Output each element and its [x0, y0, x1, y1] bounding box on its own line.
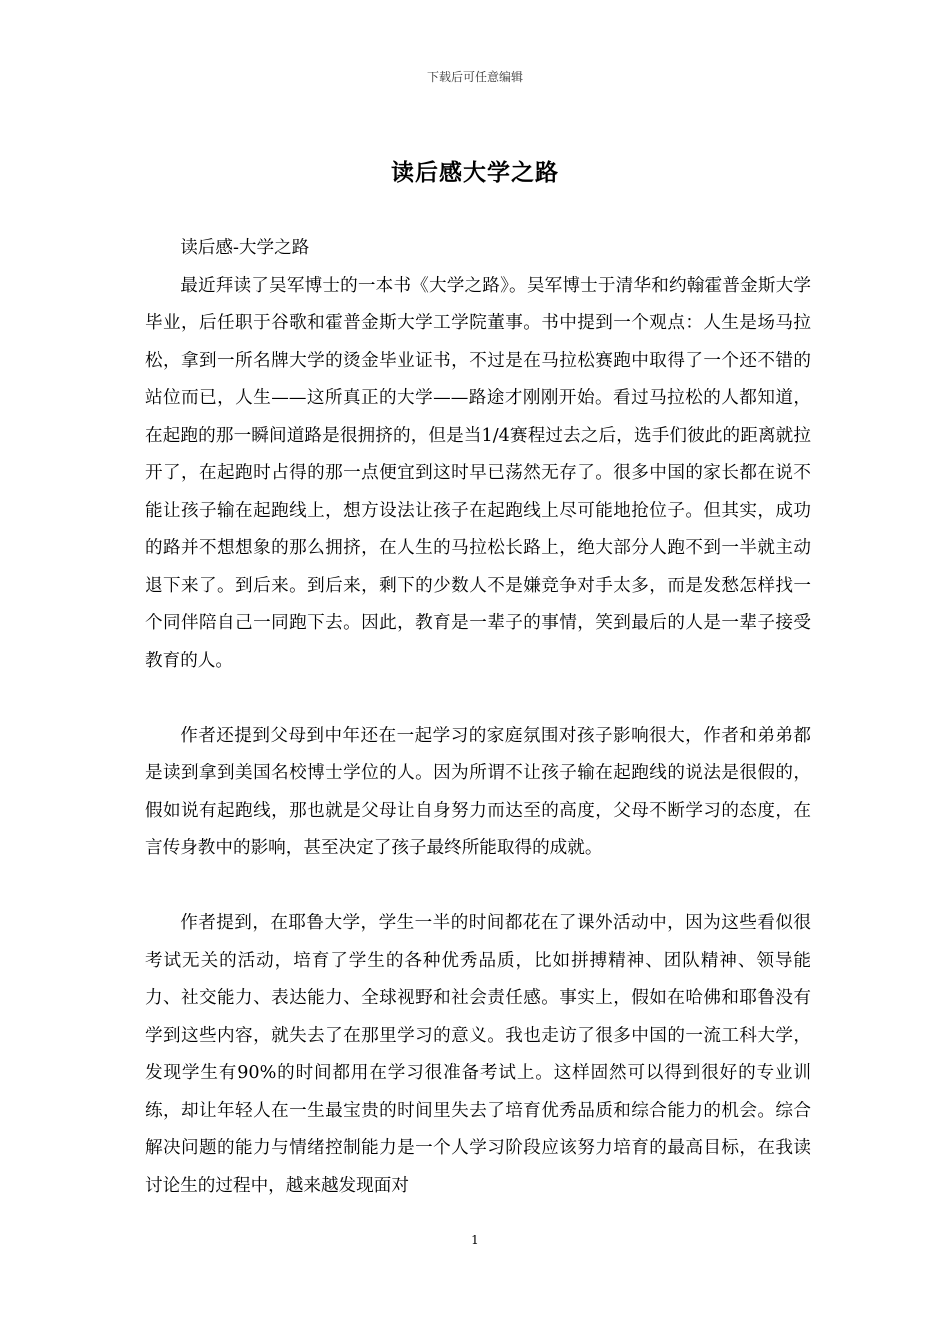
page-number: 1 [471, 1233, 479, 1247]
page-header: 下载后可任意编辑 [426, 70, 523, 84]
document-title: 读后感大学之路 [391, 159, 559, 186]
paragraph-3: 作者提到，在耶鲁大学，学生一半的时间都花在了课外活动中，因为这些看似很考试无关的活动，培育了学生的各种优秀品质，比如拼搏精神、团队精神、领导能力、社交能力、表达能力、全球视野和社会责任感。事实上，假如在哈佛和耶鲁没有学到这些内容，就失去了在那里学习的意义。我也走访了很多中国的一流工科大学，发现学生有90%的时间都用在学习很准备考试上。这样固然可以得到很好的专业训练，却让年轻人在一生最宝贵的时间里失去了培育优秀品质和综合能力的机会。综合解决问题的能力与情绪控制能力是一个人学习阶段应该努力培育的最高目标，在我读讨论生的过程中，越来越发现面对 [145, 913, 811, 1196]
paragraph-subtitle: 读后感-大学之路 [180, 238, 310, 258]
paragraph-1: 最近拜读了吴军博士的一本书《大学之路》。吴军博士于清华和约翰霍普金斯大学毕业，后任职于谷歌和霍普金斯大学工学院董事。书中提到一个观点：人生是场马拉松，拿到一所名牌大学的烫金毕业证书，不过是在马拉松赛跑中取得了一个还不错的站位而已，人生——这所真正的大学——路途才刚刚开始。看过马拉松的人都知道，在起跑的那一瞬间道路是很拥挤的，但是当1/4赛程过去之后，选手们彼此的距离就拉开了，在起跑时占得的那一点便宜到这时早已荡然无存了。很多中国的家长都在说不能让孩子输在起跑线上，想方设法让孩子在起跑线上尽可能地抢位子。但其实，成功的路并不想想象的那么拥挤，在人生的马拉松长路上，绝大部分人跑不到一半就主动退下来了。到后来。到后来，剩下的少数人不是嫌竞争对手太多，而是发愁怎样找一个同伴陪自己一同跑下去。因此，教育是一辈子的事情，笑到最后的人是一辈子接受教育的人。 [145, 275, 811, 671]
paragraph-2: 作者还提到父母到中年还在一起学习的家庭氛围对孩子影响很大，作者和弟弟都是读到拿到美国名校博士学位的人。因为所谓不让孩子输在起跑线的说法是很假的，假如说有起跑线，那也就是父母让自身努力而达至的高度，父母不断学习的态度，在言传身教中的影响，甚至决定了孩子最终所能取得的成就。 [145, 725, 811, 858]
document-body [145, 230, 811, 1205]
